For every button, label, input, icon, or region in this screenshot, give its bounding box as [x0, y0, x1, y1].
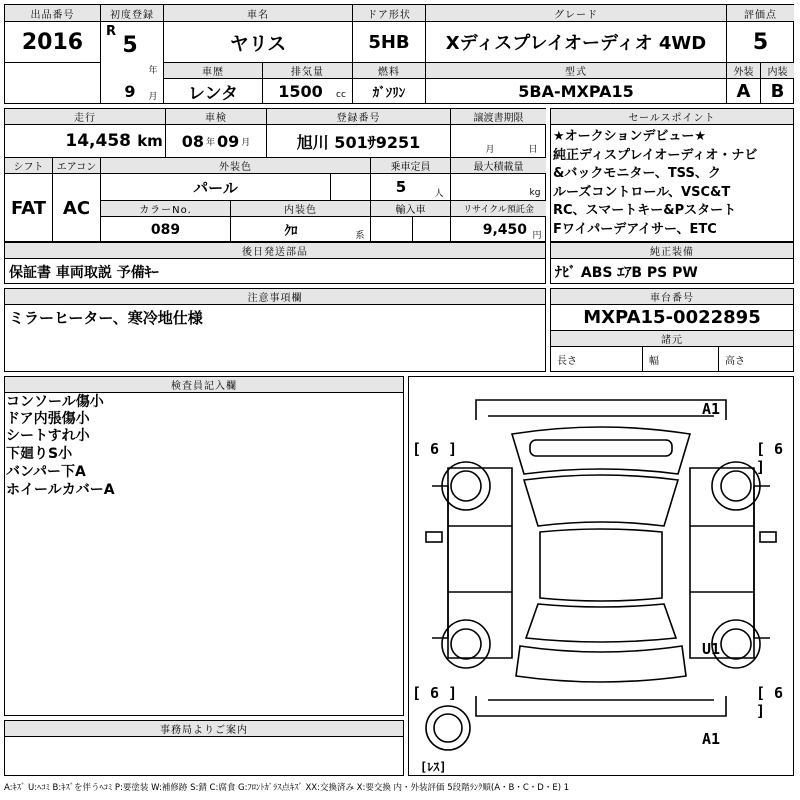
door-label: ドア形状 — [353, 5, 425, 21]
shift: FAT — [10, 197, 47, 219]
wheel-fl — [442, 462, 490, 510]
transfer-day-unit: 日 — [528, 144, 538, 155]
sales-line: ★オークションデビュー★ — [553, 129, 707, 144]
rear-bumper — [476, 696, 726, 716]
grade: Xディスプレイオーディオ 4WD — [445, 33, 707, 54]
mileage: 14,458 — [65, 131, 131, 151]
exterior-grade: A — [736, 81, 751, 102]
import-label: 輸入車 — [371, 201, 450, 216]
side-mark: U1 — [702, 640, 721, 658]
mileage-unit: km — [137, 132, 163, 150]
sales-line: 純正ディスプレイオーディオ・ナビ — [553, 147, 758, 163]
rear-hatch — [516, 646, 686, 682]
equipment: ﾅﾋﾞ ABS ｴｱB PS PW — [555, 264, 698, 281]
recycle-label: リサイクル預託金 — [451, 201, 546, 216]
roof — [540, 529, 662, 601]
rear-glass — [526, 604, 676, 642]
chassis-label: 車台番号 — [551, 289, 793, 304]
inspection-month-unit: 月 — [241, 137, 251, 148]
interior-label: 内装 — [761, 63, 794, 78]
notes-label: 注意事項欄 — [5, 289, 545, 304]
ac-label: エアコン — [53, 158, 100, 173]
month-unit: 月 — [148, 91, 158, 102]
grade-label: グレード — [426, 5, 726, 21]
load-label: 最大積載量 — [451, 158, 546, 173]
left-body — [448, 468, 512, 658]
right-body — [690, 468, 754, 658]
later-parts-label: 後日発送部品 — [5, 243, 545, 258]
inspector-line: シートすれ小 — [6, 428, 90, 444]
front-mark: A1 — [702, 400, 721, 418]
interior-color: ｸﾛ — [284, 224, 298, 239]
int-color-label: 内装色 — [231, 201, 370, 216]
fuel-label: 燃料 — [353, 63, 425, 78]
inspector-line: ドア内張傷小 — [6, 411, 90, 427]
exterior-color: パール — [193, 178, 238, 197]
inspector-line: バンパー下A — [6, 464, 86, 480]
sales-line: RC、スマートキー&Pスタート — [553, 203, 737, 218]
air-conditioner: AC — [62, 197, 91, 219]
inspector-label: 検査員記入欄 — [5, 377, 403, 392]
later-parts: 保証書 車両取説 予備ｷｰ — [9, 264, 159, 281]
history-label: 車歴 — [164, 63, 262, 78]
transfer-label: 譲渡書期限 — [451, 109, 546, 124]
color-label: 外装色 — [101, 158, 370, 173]
spare-wheel — [426, 706, 470, 750]
interior-grade: B — [770, 81, 785, 102]
capacity-label: 乗車定員 — [371, 158, 450, 173]
inspection-date — [166, 125, 266, 157]
sales-points-text — [553, 128, 793, 239]
first-reg-year: 5 — [122, 32, 138, 58]
inspector-line: ホイールカバーA — [6, 482, 115, 498]
fuel: ｶﾞｿﾘﾝ — [372, 86, 406, 101]
score-label: 評価点 — [727, 5, 794, 21]
lot-label: 出品番号 — [5, 5, 100, 21]
sales-line: Fワイパーデアイサー、ETC — [553, 221, 717, 237]
tire-rl: [ 6 ] — [412, 684, 458, 702]
car-name-label: 車名 — [164, 5, 352, 21]
chassis-number: MXPA15-0022895 — [583, 307, 761, 328]
inspection-year: 08 — [181, 131, 204, 151]
equipment-label: 純正装備 — [551, 243, 793, 258]
office-label: 事務局よりご案内 — [5, 721, 403, 736]
model-code: 5BA-MXPA15 — [518, 82, 634, 101]
load-unit: kg — [529, 187, 541, 198]
color-no: 089 — [150, 221, 181, 238]
spare-label: [ﾚｽ] — [420, 760, 447, 774]
inspector-line: 下廻りS小 — [6, 446, 73, 462]
plate-label: 登録番号 — [267, 109, 450, 124]
year-unit: 年 — [148, 65, 158, 76]
inspection-year-unit: 年 — [205, 137, 215, 148]
height-label: 高さ — [725, 355, 745, 367]
inspector-line: コンソール傷小 — [6, 394, 104, 410]
wheel-fr — [712, 462, 760, 510]
tire-fr: [ 6 ] — [756, 440, 784, 476]
score: 5 — [752, 29, 769, 55]
plate-number: 旭川 501ｻ9251 — [296, 132, 421, 152]
first-reg-month: 9 — [124, 81, 136, 101]
legend: A:ｷｽﾞ U:ﾍｺﾐ B:ｷｽﾞを伴うﾍｺﾐ P:要塗装 W:補修跡 S:錆 C:腐食 G:ﾌﾛﾝﾄｶﾞﾗｽ点ｷｽﾞ XX:交換済み X:要交換 内・外装評価 5段階ﾗﾝｸ順(A・B・C・D・E) 1 — [4, 783, 570, 793]
inspection-month: 09 — [217, 131, 240, 151]
int-color-unit: 系 — [355, 231, 365, 241]
lot-number: 2016 — [21, 29, 84, 55]
length-label: 長さ — [557, 355, 577, 367]
capacity-unit: 人 — [434, 189, 444, 199]
tire-rr: [ 6 ] — [756, 684, 784, 720]
exterior-label: 外装 — [727, 63, 760, 78]
car-diagram — [408, 376, 794, 776]
car-name: ヤリス — [229, 32, 287, 55]
notes: ミラーヒーター、寒冷地仕様 — [9, 308, 203, 327]
tire-fl: [ 6 ] — [412, 440, 458, 458]
windshield — [524, 475, 678, 526]
displacement-label: 排気量 — [263, 63, 352, 78]
hood — [512, 427, 690, 474]
sales-points-label: セールスポイント — [551, 109, 793, 124]
displacement-unit: cc — [336, 90, 346, 100]
rear-mark: A1 — [702, 730, 721, 748]
recycle-fee: 9,450 — [482, 221, 527, 238]
mileage-label: 走行 — [5, 109, 165, 124]
specs-label: 諸元 — [551, 331, 793, 346]
wheel-rl — [442, 620, 490, 668]
recycle-unit: 円 — [532, 231, 542, 241]
door-type: 5HB — [368, 31, 410, 53]
displacement: 1500 — [278, 82, 323, 101]
sales-line: ルーズコントロール、VSC&T — [553, 184, 731, 200]
inspection-label: 車検 — [166, 109, 266, 124]
transfer-month-unit: 月 — [485, 144, 495, 155]
width-label: 幅 — [649, 355, 659, 367]
era: R — [105, 23, 116, 39]
capacity: 5 — [395, 178, 407, 196]
first-reg-label: 初度登録 — [101, 5, 163, 21]
color-no-label: カラーNo. — [101, 201, 230, 216]
shift-label: シフト — [5, 158, 52, 173]
front-bumper — [476, 400, 726, 420]
history: レンタ — [188, 84, 238, 104]
model-label: 型式 — [426, 63, 726, 78]
sales-line: &バックモニター、TSS、ク — [553, 166, 721, 181]
